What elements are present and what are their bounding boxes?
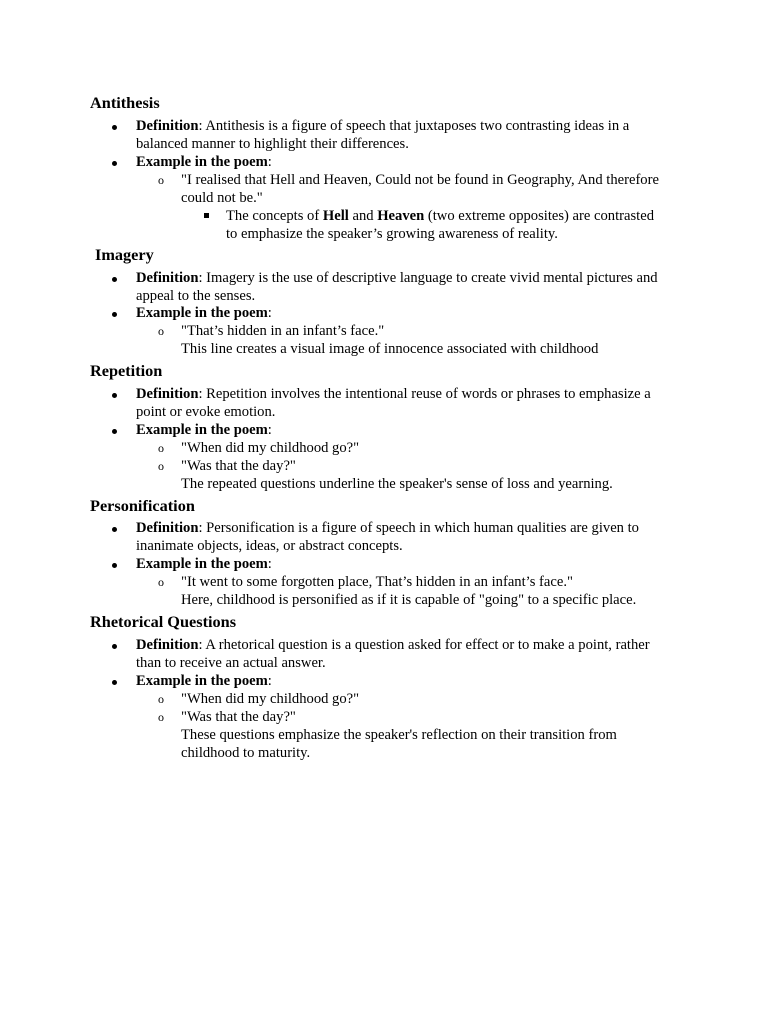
example-colon: : — [267, 154, 272, 170]
quote-line: "Was that the day?" — [181, 458, 296, 474]
sub-text: (two extreme opposites) are contrasted — [424, 208, 654, 224]
sub-text: The concepts of — [226, 208, 323, 224]
quote-line: "Was that the day?" — [181, 709, 296, 725]
bullet-icon — [112, 393, 117, 398]
section-heading: Imagery — [95, 245, 154, 264]
sub-text: and — [348, 208, 378, 224]
circle-bullet-icon: o — [158, 441, 164, 455]
definition-line — [136, 385, 651, 403]
emphasis-heaven: Heaven — [377, 208, 425, 224]
bullet-icon — [112, 644, 117, 649]
explanation-text-cont: childhood to maturity. — [181, 745, 311, 761]
definition-text-cont: point or evoke emotion. — [136, 404, 276, 420]
definition-line — [136, 636, 650, 654]
definition-label: Definition — [136, 520, 199, 536]
definition-text: : Imagery is the use of descriptive language to create vivid mental pictures and — [198, 270, 658, 286]
bullet-icon — [112, 161, 117, 166]
bullet-icon — [112, 277, 117, 282]
example-label: Example in the poem — [136, 556, 268, 572]
definition-text: : Repetition involves the intentional reuse of words or phrases to emphasize a — [198, 386, 651, 402]
circle-bullet-icon: o — [158, 692, 164, 706]
definition-line — [136, 269, 658, 287]
quote-line: "That’s hidden in an infant’s face." — [181, 323, 385, 339]
quote-line: "It went to some forgotten place, That’s hidden in an infant’s face." — [181, 574, 573, 590]
example-line — [136, 672, 272, 690]
explanation-text: Here, childhood is personified as if it is capable of "going" to a specific place. — [181, 592, 637, 608]
circle-bullet-icon: o — [158, 459, 164, 473]
explanation-text: The repeated questions underline the speaker's sense of loss and yearning. — [181, 476, 613, 492]
example-line — [136, 153, 272, 171]
definition-label: Definition — [136, 637, 199, 653]
definition-text: : Antithesis is a figure of speech that juxtaposes two contrasting ideas in a — [198, 118, 630, 134]
example-colon: : — [267, 422, 272, 438]
definition-line — [136, 519, 639, 537]
sub-point-cont: to emphasize the speaker’s growing awareness of reality. — [226, 226, 558, 242]
definition-text-cont: appeal to the senses. — [136, 288, 256, 304]
definition-text-cont: than to receive an actual answer. — [136, 655, 326, 671]
example-line — [136, 304, 272, 322]
definition-text-cont: inanimate objects, ideas, or abstract concepts. — [136, 538, 403, 554]
circle-bullet-icon: o — [158, 575, 164, 589]
bullet-icon — [112, 527, 117, 532]
definition-text-cont: balanced manner to highlight their differences. — [136, 136, 409, 152]
sub-point — [226, 207, 654, 225]
definition-text: : Personification is a figure of speech in which human qualities are given to — [198, 520, 639, 536]
quote-line: "When did my childhood go?" — [181, 691, 360, 707]
example-label: Example in the poem — [136, 305, 268, 321]
section-heading: Rhetorical Questions — [90, 612, 237, 631]
bullet-icon — [112, 312, 117, 317]
example-label: Example in the poem — [136, 154, 268, 170]
circle-bullet-icon: o — [158, 710, 164, 724]
bullet-icon — [112, 125, 117, 130]
example-line — [136, 421, 272, 439]
quote-line: "When did my childhood go?" — [181, 440, 360, 456]
example-colon: : — [267, 305, 272, 321]
explanation-text: This line creates a visual image of innocence associated with childhood — [181, 341, 599, 357]
section-heading: Personification — [90, 496, 195, 515]
square-bullet-icon — [204, 213, 209, 218]
quote-line-cont: could not be." — [181, 190, 263, 206]
definition-label: Definition — [136, 118, 199, 134]
definition-line — [136, 117, 629, 135]
circle-bullet-icon: o — [158, 324, 164, 338]
example-colon: : — [267, 556, 272, 572]
section-heading: Repetition — [90, 361, 163, 380]
example-colon: : — [267, 673, 272, 689]
quote-line: "I realised that Hell and Heaven, Could not be found in Geography, And therefore — [181, 172, 659, 188]
bullet-icon — [112, 680, 117, 685]
section-heading: Antithesis — [90, 93, 160, 112]
circle-bullet-icon: o — [158, 173, 164, 187]
explanation-text: These questions emphasize the speaker's reflection on their transition from — [181, 727, 617, 743]
definition-label: Definition — [136, 386, 199, 402]
definition-text: : A rhetorical question is a question asked for effect or to make a point, rather — [198, 637, 650, 653]
example-label: Example in the poem — [136, 422, 268, 438]
example-line — [136, 555, 272, 573]
emphasis-hell: Hell — [322, 208, 349, 224]
bullet-icon — [112, 429, 117, 434]
example-label: Example in the poem — [136, 673, 268, 689]
bullet-icon — [112, 563, 117, 568]
definition-label: Definition — [136, 270, 199, 286]
